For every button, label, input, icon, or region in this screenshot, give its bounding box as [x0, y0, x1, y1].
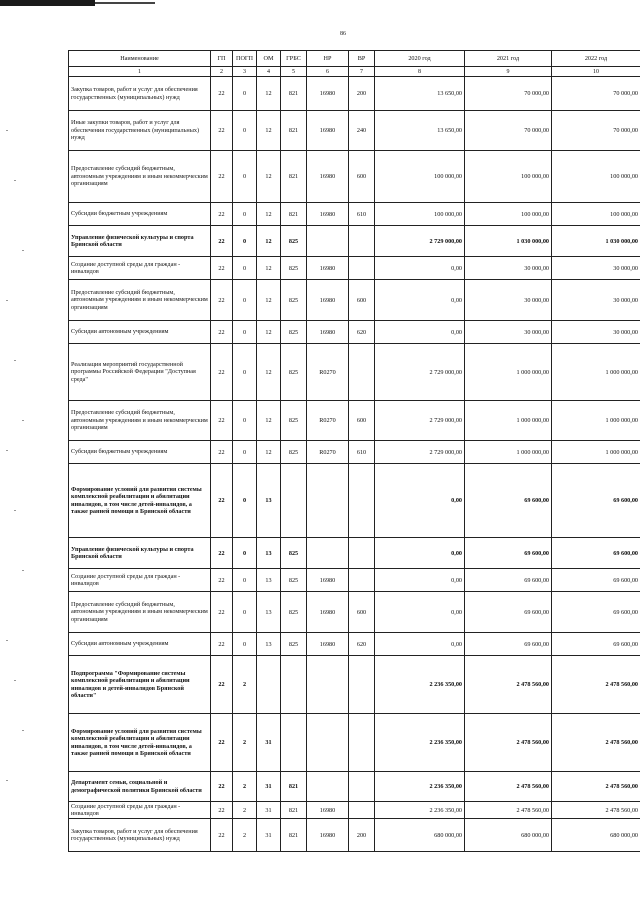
row-om: 13	[257, 633, 281, 656]
table-row	[69, 203, 640, 226]
row-grbs: 821	[281, 111, 307, 151]
column-number: 1	[69, 67, 211, 77]
column-number: 9	[465, 67, 552, 77]
scan-dot	[22, 730, 24, 731]
row-gp: 22	[211, 802, 233, 819]
row-name: Предоставление субсидий бюджетным, автономным учреждениям и иным некоммерческим организациям	[69, 592, 211, 633]
row-vr	[349, 257, 375, 280]
row-pogp: 0	[233, 257, 257, 280]
row-gp: 22	[211, 569, 233, 592]
row-vr	[349, 802, 375, 819]
row-amount-2022: 69 600,00	[552, 592, 640, 633]
row-gp: 22	[211, 151, 233, 203]
row-name: Предоставление субсидий бюджетным, автономным учреждениям и иным некоммерческим организациям	[69, 401, 211, 441]
row-om: 12	[257, 280, 281, 321]
row-nr: 16980	[307, 321, 349, 344]
row-amount-2021: 100 000,00	[465, 151, 552, 203]
row-amount-2022: 69 600,00	[552, 633, 640, 656]
row-name: Субсидии бюджетным учреждениям	[69, 441, 211, 464]
row-nr: 16980	[307, 111, 349, 151]
row-amount-2021: 1 000 000,00	[465, 344, 552, 401]
row-amount-2021: 30 000,00	[465, 280, 552, 321]
column-number: 10	[552, 67, 640, 77]
row-nr	[307, 464, 349, 538]
row-amount-2022: 30 000,00	[552, 257, 640, 280]
row-nr	[307, 656, 349, 714]
row-om: 12	[257, 77, 281, 111]
row-gp: 22	[211, 656, 233, 714]
row-grbs: 825	[281, 569, 307, 592]
row-name: Предоставление субсидий бюджетным, автономным учреждениям и иным некоммерческим организациям	[69, 151, 211, 203]
header-2020: 2020 год	[375, 51, 465, 67]
row-vr	[349, 656, 375, 714]
page-number: 86	[340, 31, 346, 37]
row-name: Предоставление субсидий бюджетным, автономным учреждениям и иным некоммерческим организациям	[69, 280, 211, 321]
row-vr	[349, 772, 375, 802]
table-row	[69, 441, 640, 464]
column-number: 8	[375, 67, 465, 77]
header-om: ОМ	[257, 51, 281, 67]
row-om: 12	[257, 226, 281, 257]
header-grbs: ГРБС	[281, 51, 307, 67]
row-grbs: 825	[281, 257, 307, 280]
row-nr: 16980	[307, 633, 349, 656]
row-amount-2020: 0,00	[375, 321, 465, 344]
scan-dot	[6, 640, 8, 641]
row-grbs	[281, 656, 307, 714]
table-row	[69, 257, 640, 280]
row-pogp: 2	[233, 802, 257, 819]
header-vr: ВР	[349, 51, 375, 67]
row-amount-2022: 1 000 000,00	[552, 401, 640, 441]
row-grbs: 821	[281, 802, 307, 819]
row-amount-2021: 70 000,00	[465, 77, 552, 111]
row-pogp: 2	[233, 714, 257, 772]
row-om: 12	[257, 321, 281, 344]
row-nr: 16980	[307, 819, 349, 852]
table-row	[69, 802, 640, 819]
scan-dot	[22, 250, 24, 251]
table-row	[69, 344, 640, 401]
row-amount-2022: 1 000 000,00	[552, 344, 640, 401]
row-pogp: 2	[233, 819, 257, 852]
row-name: Подпрограмма "Формирование системы комплексной реабилитации и абилитации инвалидов и детей-инвалидов Брянской области"	[69, 656, 211, 714]
row-amount-2020: 2 729 000,00	[375, 401, 465, 441]
row-grbs: 825	[281, 441, 307, 464]
row-amount-2022: 30 000,00	[552, 280, 640, 321]
row-om: 12	[257, 441, 281, 464]
scan-dot	[22, 420, 24, 421]
table-row	[69, 151, 640, 203]
scan-dot	[6, 780, 8, 781]
row-gp: 22	[211, 280, 233, 321]
row-amount-2021: 30 000,00	[465, 321, 552, 344]
row-grbs	[281, 714, 307, 772]
table-row	[69, 772, 640, 802]
header-name: Наименование	[69, 51, 211, 67]
row-om: 13	[257, 569, 281, 592]
row-vr: 600	[349, 151, 375, 203]
row-amount-2020: 100 000,00	[375, 203, 465, 226]
scan-dot	[14, 680, 16, 681]
table-row	[69, 464, 640, 538]
row-pogp: 0	[233, 111, 257, 151]
row-grbs: 821	[281, 772, 307, 802]
row-amount-2020: 0,00	[375, 257, 465, 280]
row-amount-2021: 2 478 560,00	[465, 772, 552, 802]
row-grbs: 825	[281, 344, 307, 401]
row-grbs: 825	[281, 280, 307, 321]
header-pogp: ПОГП	[233, 51, 257, 67]
budget-table	[68, 50, 640, 852]
row-nr: 16980	[307, 280, 349, 321]
row-om: 31	[257, 714, 281, 772]
row-name: Субсидии автономным учреждениям	[69, 633, 211, 656]
scan-dot	[22, 570, 24, 571]
row-amount-2020: 0,00	[375, 464, 465, 538]
row-pogp: 0	[233, 280, 257, 321]
row-grbs: 821	[281, 819, 307, 852]
row-om: 12	[257, 111, 281, 151]
row-pogp: 0	[233, 151, 257, 203]
row-name: Субсидии бюджетным учреждениям	[69, 203, 211, 226]
row-amount-2020: 680 000,00	[375, 819, 465, 852]
row-pogp: 0	[233, 592, 257, 633]
row-pogp: 0	[233, 344, 257, 401]
row-grbs: 825	[281, 321, 307, 344]
table-row	[69, 77, 640, 111]
row-grbs: 825	[281, 226, 307, 257]
row-name: Управление физической культуры и спорта Брянской области	[69, 226, 211, 257]
scan-artifact-line	[95, 2, 155, 4]
header-row	[69, 51, 640, 67]
row-amount-2021: 1 000 000,00	[465, 401, 552, 441]
row-vr	[349, 538, 375, 569]
row-grbs: 825	[281, 592, 307, 633]
row-pogp: 0	[233, 401, 257, 441]
row-om: 31	[257, 772, 281, 802]
table-row	[69, 592, 640, 633]
header-nr: НР	[307, 51, 349, 67]
row-amount-2020: 0,00	[375, 592, 465, 633]
table-row	[69, 280, 640, 321]
row-amount-2020: 2 729 000,00	[375, 344, 465, 401]
row-name: Реализация мероприятий государственной программы Российской Федерации "Доступная среда"	[69, 344, 211, 401]
row-name: Создание доступной среды для граждан - инвалидов	[69, 257, 211, 280]
scan-dot	[6, 450, 8, 451]
row-pogp: 2	[233, 656, 257, 714]
row-nr: R0270	[307, 401, 349, 441]
row-amount-2020: 2 236 350,00	[375, 714, 465, 772]
row-nr: 16980	[307, 802, 349, 819]
row-pogp: 0	[233, 441, 257, 464]
row-nr: 16980	[307, 592, 349, 633]
row-amount-2022: 1 030 000,00	[552, 226, 640, 257]
row-om: 12	[257, 203, 281, 226]
row-gp: 22	[211, 714, 233, 772]
row-amount-2020: 2 236 350,00	[375, 656, 465, 714]
row-amount-2021: 69 600,00	[465, 538, 552, 569]
row-amount-2022: 69 600,00	[552, 464, 640, 538]
row-amount-2021: 70 000,00	[465, 111, 552, 151]
row-amount-2021: 69 600,00	[465, 569, 552, 592]
row-gp: 22	[211, 111, 233, 151]
row-gp: 22	[211, 772, 233, 802]
table-row	[69, 538, 640, 569]
row-nr: 16980	[307, 257, 349, 280]
row-gp: 22	[211, 538, 233, 569]
scan-artifact-bar	[0, 0, 95, 6]
row-gp: 22	[211, 819, 233, 852]
row-gp: 22	[211, 592, 233, 633]
column-number: 7	[349, 67, 375, 77]
row-amount-2022: 2 478 560,00	[552, 772, 640, 802]
row-amount-2021: 69 600,00	[465, 633, 552, 656]
table-row	[69, 111, 640, 151]
row-om: 13	[257, 538, 281, 569]
row-name: Закупка товаров, работ и услуг для обеспечения государственных (муниципальных) нужд	[69, 819, 211, 852]
scan-dot	[6, 300, 8, 301]
row-amount-2021: 69 600,00	[465, 464, 552, 538]
row-vr: 200	[349, 819, 375, 852]
row-nr: R0270	[307, 344, 349, 401]
row-amount-2022: 2 478 560,00	[552, 802, 640, 819]
row-amount-2022: 100 000,00	[552, 151, 640, 203]
column-number-row	[69, 67, 640, 77]
row-amount-2021: 2 478 560,00	[465, 656, 552, 714]
row-nr: 16980	[307, 151, 349, 203]
scan-dot	[14, 180, 16, 181]
row-nr: R0270	[307, 441, 349, 464]
table-row	[69, 714, 640, 772]
row-grbs: 825	[281, 633, 307, 656]
row-vr: 200	[349, 77, 375, 111]
row-pogp: 0	[233, 203, 257, 226]
row-amount-2022: 2 478 560,00	[552, 656, 640, 714]
row-vr: 620	[349, 321, 375, 344]
row-name: Формирование условий для развития системы комплексной реабилитации и абилитации инвалидов, в том числе детей-инвалидов, а также ранней помощи в Брянской области	[69, 464, 211, 538]
row-name: Создание доступной среды для граждан - инвалидов	[69, 569, 211, 592]
row-vr: 240	[349, 111, 375, 151]
table-row	[69, 226, 640, 257]
row-nr: 16980	[307, 77, 349, 111]
row-pogp: 0	[233, 538, 257, 569]
row-name: Формирование условий для развития системы комплексной реабилитации и абилитации инвалидов, в том числе детей-инвалидов, а также ранней помощи в Брянской области	[69, 714, 211, 772]
column-number: 6	[307, 67, 349, 77]
row-amount-2022: 70 000,00	[552, 77, 640, 111]
row-amount-2022: 70 000,00	[552, 111, 640, 151]
row-vr: 600	[349, 401, 375, 441]
row-vr: 600	[349, 592, 375, 633]
row-name: Иные закупки товаров, работ и услуг для обеспечения государственных (муниципальных) нужд	[69, 111, 211, 151]
row-gp: 22	[211, 226, 233, 257]
row-om: 13	[257, 464, 281, 538]
row-amount-2022: 30 000,00	[552, 321, 640, 344]
row-amount-2022: 2 478 560,00	[552, 714, 640, 772]
table-row	[69, 321, 640, 344]
row-vr	[349, 344, 375, 401]
row-om: 31	[257, 819, 281, 852]
row-nr: 16980	[307, 203, 349, 226]
row-om: 12	[257, 257, 281, 280]
row-grbs	[281, 464, 307, 538]
row-om	[257, 656, 281, 714]
table-row	[69, 569, 640, 592]
row-amount-2022: 69 600,00	[552, 569, 640, 592]
row-amount-2021: 2 478 560,00	[465, 802, 552, 819]
row-amount-2020: 0,00	[375, 538, 465, 569]
row-amount-2022: 680 000,00	[552, 819, 640, 852]
row-amount-2020: 13 650,00	[375, 77, 465, 111]
row-amount-2021: 680 000,00	[465, 819, 552, 852]
row-name: Департамент семьи, социальной и демографической политики Брянской области	[69, 772, 211, 802]
row-pogp: 0	[233, 633, 257, 656]
row-amount-2020: 2 236 350,00	[375, 772, 465, 802]
row-amount-2022: 1 000 000,00	[552, 441, 640, 464]
table-row	[69, 819, 640, 852]
row-pogp: 0	[233, 321, 257, 344]
row-grbs: 821	[281, 77, 307, 111]
row-vr	[349, 714, 375, 772]
row-pogp: 0	[233, 569, 257, 592]
row-name: Создание доступной среды для граждан - инвалидов	[69, 802, 211, 819]
row-vr	[349, 464, 375, 538]
row-vr: 620	[349, 633, 375, 656]
row-amount-2022: 69 600,00	[552, 538, 640, 569]
row-nr	[307, 714, 349, 772]
row-nr	[307, 226, 349, 257]
header-2021: 2021 год	[465, 51, 552, 67]
row-om: 12	[257, 151, 281, 203]
header-gp: ГП	[211, 51, 233, 67]
column-number: 3	[233, 67, 257, 77]
row-gp: 22	[211, 344, 233, 401]
row-gp: 22	[211, 441, 233, 464]
row-amount-2021: 1 000 000,00	[465, 441, 552, 464]
row-gp: 22	[211, 633, 233, 656]
row-amount-2021: 30 000,00	[465, 257, 552, 280]
row-gp: 22	[211, 401, 233, 441]
row-vr	[349, 569, 375, 592]
table-row	[69, 656, 640, 714]
row-nr	[307, 538, 349, 569]
row-grbs: 825	[281, 538, 307, 569]
row-amount-2020: 2 729 000,00	[375, 226, 465, 257]
row-amount-2021: 69 600,00	[465, 592, 552, 633]
row-amount-2020: 0,00	[375, 280, 465, 321]
row-vr	[349, 226, 375, 257]
row-amount-2020: 0,00	[375, 569, 465, 592]
column-number: 5	[281, 67, 307, 77]
table-row	[69, 633, 640, 656]
row-gp: 22	[211, 321, 233, 344]
row-gp: 22	[211, 257, 233, 280]
row-name: Закупка товаров, работ и услуг для обеспечения государственных (муниципальных) нужд	[69, 77, 211, 111]
row-vr: 610	[349, 203, 375, 226]
row-amount-2020: 2 236 350,00	[375, 802, 465, 819]
scan-dot	[14, 510, 16, 511]
row-name: Субсидии автономным учреждениям	[69, 321, 211, 344]
row-pogp: 0	[233, 77, 257, 111]
row-amount-2022: 100 000,00	[552, 203, 640, 226]
row-nr: 16980	[307, 569, 349, 592]
scan-dot	[6, 130, 8, 131]
row-vr: 610	[349, 441, 375, 464]
row-grbs: 825	[281, 401, 307, 441]
row-pogp: 2	[233, 772, 257, 802]
row-nr	[307, 772, 349, 802]
row-gp: 22	[211, 203, 233, 226]
row-grbs: 821	[281, 203, 307, 226]
row-amount-2020: 2 729 000,00	[375, 441, 465, 464]
table-row	[69, 401, 640, 441]
row-om: 12	[257, 401, 281, 441]
column-number: 4	[257, 67, 281, 77]
row-amount-2020: 13 650,00	[375, 111, 465, 151]
row-amount-2021: 1 030 000,00	[465, 226, 552, 257]
row-vr: 600	[349, 280, 375, 321]
row-gp: 22	[211, 464, 233, 538]
column-number: 2	[211, 67, 233, 77]
row-amount-2021: 100 000,00	[465, 203, 552, 226]
row-om: 31	[257, 802, 281, 819]
row-amount-2020: 100 000,00	[375, 151, 465, 203]
row-gp: 22	[211, 77, 233, 111]
row-amount-2020: 0,00	[375, 633, 465, 656]
row-amount-2021: 2 478 560,00	[465, 714, 552, 772]
row-pogp: 0	[233, 226, 257, 257]
row-grbs: 821	[281, 151, 307, 203]
header-2022: 2022 год	[552, 51, 640, 67]
row-om: 13	[257, 592, 281, 633]
scan-artifact-dots	[6, 120, 36, 820]
row-name: Управление физической культуры и спорта Брянской области	[69, 538, 211, 569]
scan-dot	[14, 360, 16, 361]
row-pogp: 0	[233, 464, 257, 538]
row-om: 12	[257, 344, 281, 401]
